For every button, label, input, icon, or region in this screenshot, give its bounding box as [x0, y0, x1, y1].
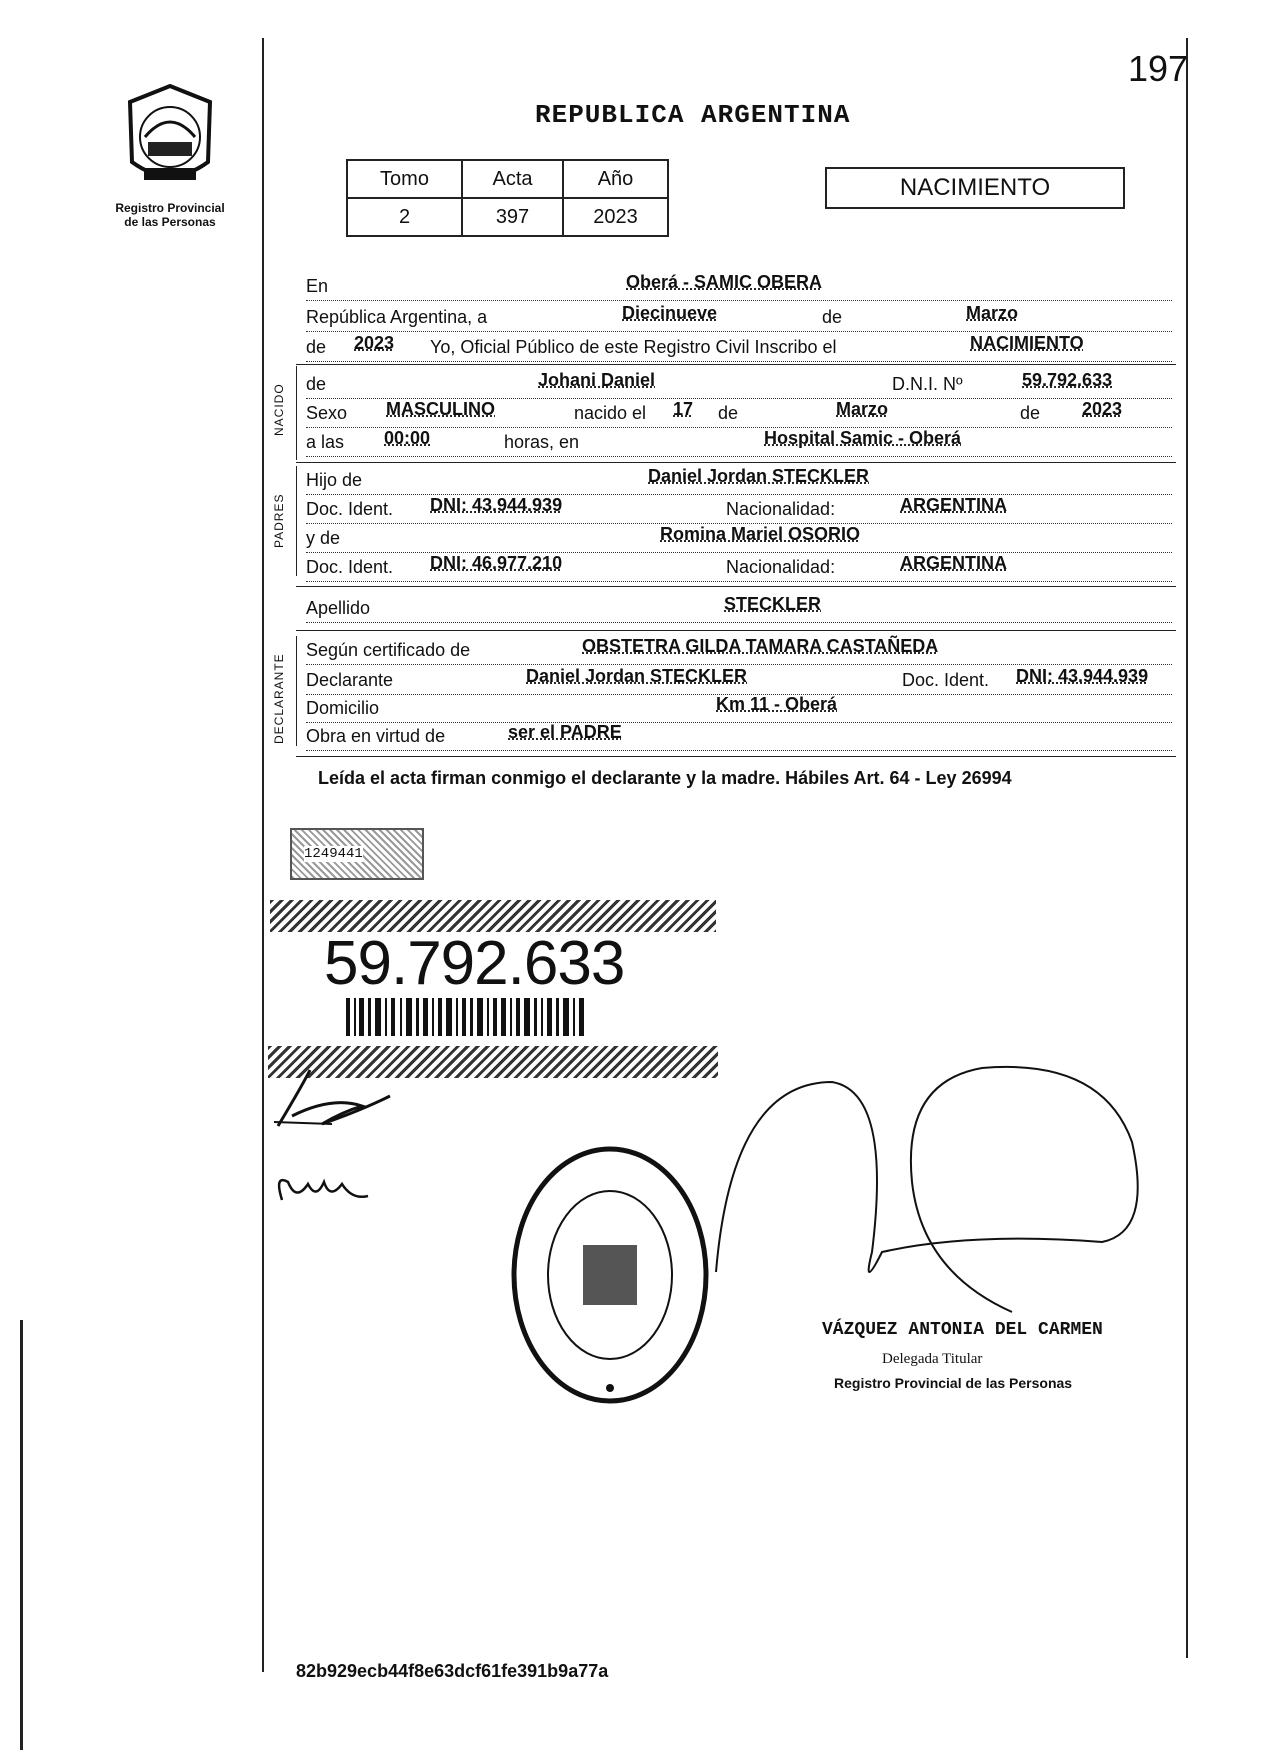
registry-table	[346, 159, 669, 237]
province-logo	[100, 82, 240, 229]
line-mother-doc	[306, 553, 1172, 582]
official-registry: Registro Provincial de las Personas	[834, 1375, 1073, 1391]
sexo-label: Sexo	[306, 403, 350, 424]
acta-value: 397	[462, 198, 563, 236]
right-margin-rule	[1186, 38, 1188, 1658]
a-las-label: a las	[306, 432, 347, 453]
father-nat-label: Nacionalidad:	[726, 499, 838, 520]
mother-nat-label: Nacionalidad:	[726, 557, 838, 578]
declarante-doc-label: Doc. Ident.	[902, 670, 992, 691]
father-name: Daniel Jordan STECKLER	[648, 466, 870, 486]
father-doc: DNI: 43.944.939	[430, 495, 563, 515]
misiones-seal-icon	[120, 82, 220, 192]
obra-label: Obra en virtud de	[306, 726, 448, 747]
dni-value: 59.792.633	[1022, 370, 1113, 390]
sexo-value: MASCULINO	[386, 399, 495, 419]
padres-section-label: PADRES	[272, 493, 286, 548]
day-value: Diecinueve	[622, 303, 718, 323]
line-republica	[306, 303, 1172, 332]
logo-label-line2: de las Personas	[124, 215, 216, 229]
yo-text: Yo, Oficial Público de este Registro Civil Inscribo el	[430, 337, 840, 358]
official-seal-icon	[505, 1140, 715, 1410]
document-title: REPUBLICA ARGENTINA	[535, 100, 851, 130]
separator-nacido	[296, 462, 1176, 463]
big-dni-number: 59.792.633	[324, 929, 625, 998]
birth-place: Hospital Samic - Oberá	[764, 428, 962, 448]
inscribo-value: NACIMIENTO	[970, 333, 1084, 353]
en-value: Oberá - SAMIC OBERA	[626, 272, 823, 292]
birth-day: 17	[673, 399, 694, 419]
year-value: 2023	[354, 333, 395, 353]
separator-top	[296, 364, 1176, 365]
apellido-label: Apellido	[306, 598, 373, 619]
father-nat: ARGENTINA	[900, 495, 1007, 515]
line-y-de	[306, 524, 1172, 553]
hijo-label: Hijo de	[306, 470, 365, 491]
mother-name: Romina Mariel OSORIO	[660, 524, 861, 544]
official-name: VÁZQUEZ ANTONIA DEL CARMEN	[822, 1320, 1103, 1340]
declarante-label: Declarante	[306, 670, 396, 691]
nacido-de-label-2: de	[718, 403, 741, 424]
birth-month: Marzo	[836, 399, 889, 419]
time-value: 00:00	[384, 428, 431, 448]
left-margin-rule	[262, 38, 264, 1672]
separator-declarante	[296, 756, 1176, 757]
page-number: 197	[1128, 48, 1189, 89]
nacido-de-label: de	[306, 374, 329, 395]
line-father-doc	[306, 495, 1172, 524]
nacido-bar	[296, 366, 297, 460]
mother-doc: DNI: 46.977.210	[430, 553, 563, 573]
segun-label: Según certificado de	[306, 640, 473, 661]
declarante-bar	[296, 636, 297, 746]
anio-value: 2023	[563, 198, 668, 236]
line-en	[306, 272, 1172, 301]
year-label: de	[306, 337, 329, 358]
footer-hash: 82b929ecb44f8e63dcf61fe391b9a77a	[296, 1661, 609, 1681]
en-label: En	[306, 276, 331, 297]
acta-header: Acta	[462, 160, 563, 198]
line-time-place	[306, 428, 1172, 457]
line-hijo	[306, 466, 1172, 495]
anio-header: Año	[563, 160, 668, 198]
padres-bar	[296, 466, 297, 576]
edge-scan-mark	[20, 1320, 23, 1750]
official-signature	[712, 1052, 1167, 1327]
month-value: Marzo	[966, 303, 1019, 323]
y-de-label: y de	[306, 528, 343, 549]
dni-label: D.N.I. Nº	[892, 374, 966, 395]
tomo-value: 2	[347, 198, 462, 236]
declarante-doc: DNI: 43.944.939	[1016, 666, 1149, 686]
separator-apellido	[296, 630, 1176, 631]
declarant-signature	[272, 1066, 402, 1136]
line-obra	[306, 722, 1172, 751]
logo-label-line1: Registro Provincial	[115, 201, 225, 215]
father-doc-label: Doc. Ident.	[306, 499, 396, 520]
official-role: Delegada Titular	[882, 1351, 983, 1367]
tomo-header: Tomo	[347, 160, 462, 198]
line-sexo	[306, 399, 1172, 428]
line-segun	[306, 636, 1172, 665]
signature-note: Leída el acta firman conmigo el declarante y la madre. Hábiles Art. 64 - Ley 26994	[318, 768, 1012, 788]
mother-nat: ARGENTINA	[900, 553, 1007, 573]
republica-label: República Argentina, a	[306, 307, 490, 328]
line-year	[306, 333, 1172, 362]
line-declarante	[306, 666, 1172, 695]
segun-value: OBSTETRA GILDA TAMARA CASTAÑEDA	[582, 636, 939, 656]
nacido-de-label-3: de	[1020, 403, 1043, 424]
domicilio-value: Km 11 - Oberá	[716, 694, 838, 714]
apellido-value: STECKLER	[724, 594, 822, 614]
de-label: de	[822, 307, 845, 328]
line-nacido-name	[306, 370, 1172, 399]
security-stamp-code: 1249441	[304, 846, 363, 862]
nacido-el-label: nacido el	[574, 403, 649, 424]
declarante-section-label: DECLARANTE	[272, 653, 286, 744]
horas-label: horas, en	[504, 432, 582, 453]
line-domicilio	[306, 694, 1172, 723]
nacido-name: Johani Daniel	[538, 370, 656, 390]
line-apellido	[306, 594, 1172, 623]
separator-padres	[296, 586, 1176, 587]
mother-signature	[272, 1160, 382, 1210]
birth-year: 2023	[1082, 399, 1123, 419]
certificate-type: NACIMIENTO	[825, 167, 1125, 209]
barcode-icon	[346, 998, 591, 1040]
mother-doc-label: Doc. Ident.	[306, 557, 396, 578]
obra-value: ser el PADRE	[508, 722, 622, 742]
declarante-value: Daniel Jordan STECKLER	[526, 666, 748, 686]
domicilio-label: Domicilio	[306, 698, 382, 719]
nacido-section-label: NACIDO	[272, 383, 286, 436]
security-stamp	[290, 828, 424, 880]
